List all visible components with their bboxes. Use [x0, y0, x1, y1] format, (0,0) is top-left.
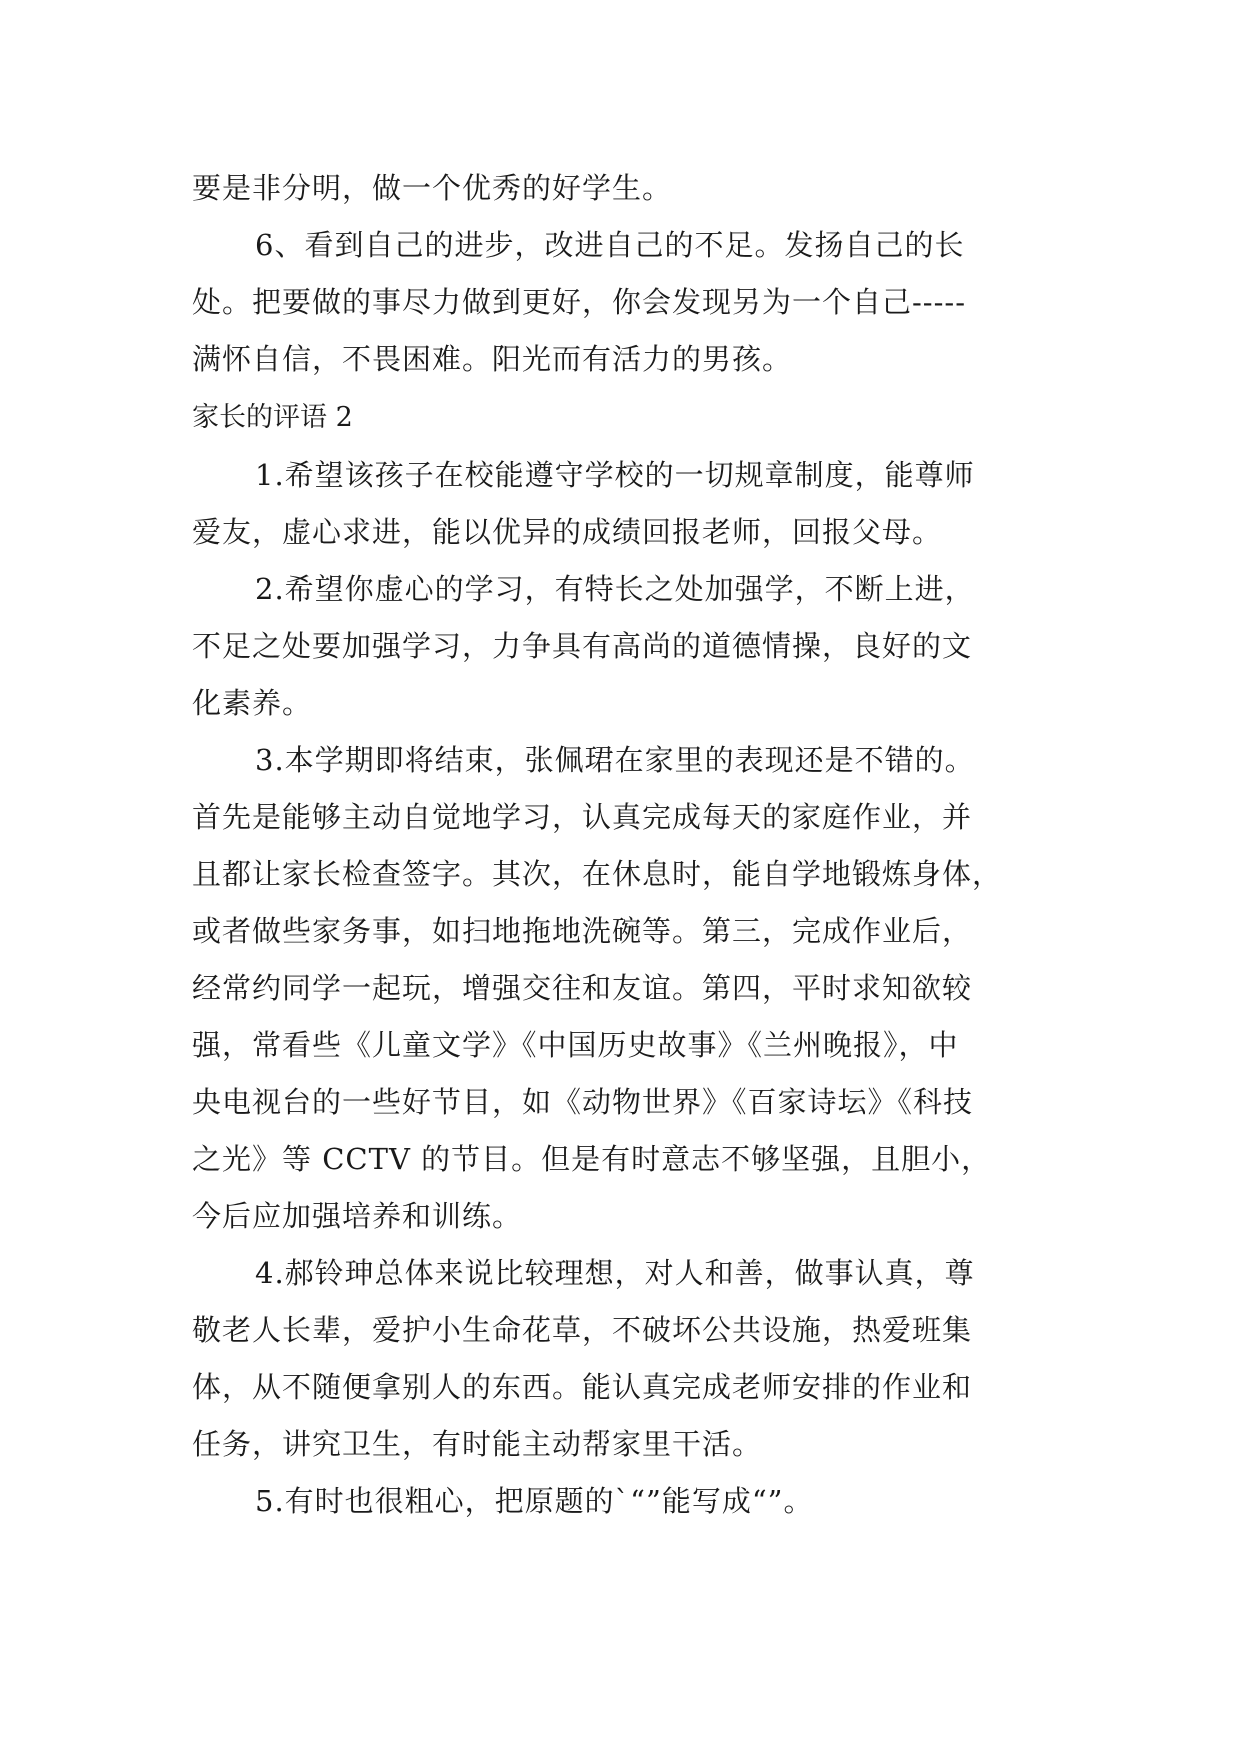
- section-title: 家长的评语 2: [192, 402, 353, 433]
- text-line: 5.有时也很粗心，把原题的`“”能写成“”。: [255, 1484, 814, 1518]
- paragraph-6: [192, 217, 1072, 388]
- text-line: 满怀自信，不畏困难。阳光而有活力的男孩。: [192, 342, 793, 376]
- text-line: 化素养。: [192, 686, 313, 720]
- text-line: 3.本学期即将结束，张佩珺在家里的表现还是不错的。: [255, 743, 975, 777]
- text-line: 2.希望你虚心的学习，有特长之处加强学，不断上进，: [255, 572, 975, 606]
- item-1: [192, 447, 1072, 561]
- text-line: 或者做些家务事，如扫地拖地洗碗等。第三，完成作业后，: [192, 914, 973, 948]
- text-line: 首先是能够主动自觉地学习，认真完成每天的家庭作业，并: [192, 800, 973, 834]
- item-4: [192, 1245, 1072, 1473]
- text-line: 经常约同学一起玩，增强交往和友谊。第四，平时求知欲较: [192, 971, 973, 1005]
- text-line: 体，从不随便拿别人的东西。能认真完成老师安排的作业和: [192, 1370, 973, 1404]
- text-line: 处。把要做的事尽力做到更好，你会发现另为一个自己-----: [192, 285, 966, 319]
- text-line: 强，常看些《儿童文学》《中国历史故事》《兰州晚报》，中: [192, 1028, 959, 1062]
- text-line: 4.郝铃珅总体来说比较理想，对人和善，做事认真，尊: [255, 1256, 975, 1290]
- text-line: 6、看到自己的进步，改进自己的不足。发扬自己的长: [255, 228, 965, 262]
- document-page: [192, 160, 1072, 1530]
- text-line: 今后应加强培养和训练。: [192, 1199, 523, 1233]
- text-line: 要是非分明，做一个优秀的好学生。: [192, 171, 673, 205]
- text-line: 央电视台的一些好节目，如《动物世界》《百家诗坛》《科技: [192, 1085, 974, 1119]
- paragraph-continuation: [192, 160, 1072, 217]
- text-line: 不足之处要加强学习，力争具有高尚的道德情操，良好的文: [192, 629, 973, 663]
- text-line: 且都让家长检查签字。其次，在休息时，能自学地锻炼身体，: [192, 857, 1003, 891]
- text-line: 敬老人长辈，爱护小生命花草，不破坏公共设施，热爱班集: [192, 1313, 973, 1347]
- text-line: 之光》等 CCTV 的节目。但是有时意志不够坚强，且胆小，: [192, 1142, 992, 1176]
- item-3: [192, 732, 1072, 1245]
- text-line: 1.希望该孩子在校能遵守学校的一切规章制度，能尊师: [255, 458, 975, 492]
- item-2: [192, 561, 1072, 732]
- text-line: 任务，讲究卫生，有时能主动帮家里干活。: [192, 1427, 763, 1461]
- text-line: 爱友，虚心求进，能以优异的成绩回报老师，回报父母。: [192, 515, 943, 549]
- item-5: [192, 1473, 1072, 1530]
